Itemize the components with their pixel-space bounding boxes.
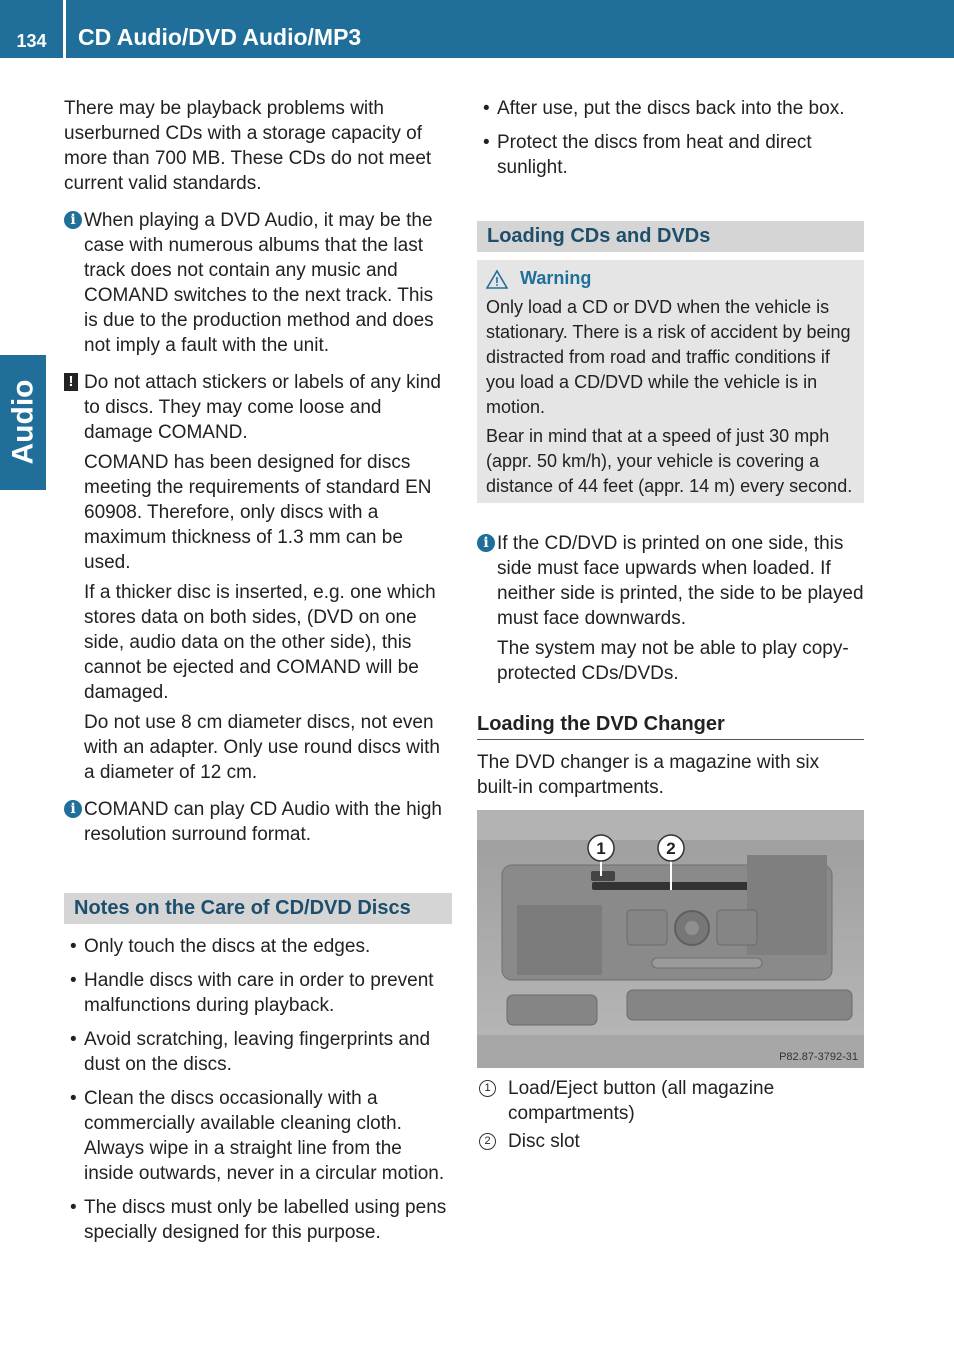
info-text: If the CD/DVD is printed on one side, this side must face upwards when loaded. If neither side is printed, the side to be played must face downwards. <box>497 533 864 629</box>
photo-code: P82.87-3792-31 <box>779 1051 858 1063</box>
dvd-changer-photo <box>477 810 864 1068</box>
page-title: CD Audio/DVD Audio/MP3 <box>78 24 362 50</box>
side-tab-label: Audio <box>6 379 40 465</box>
list-item: • After use, put the discs back into the box. <box>477 96 864 121</box>
list-item: • Protect the discs from heat and direct sunlight. <box>477 130 864 180</box>
info-icon: i <box>64 211 82 229</box>
warning-title: Warning <box>520 268 592 288</box>
changer-text: The DVD changer is a magazine with six built-in compartments. <box>477 752 820 798</box>
warning-text: Bear in mind that at a speed of just 30 mph (appr. 50 km/h), your vehicle is covering a distance of 44 feet (appr. 14 m) every second. <box>486 426 853 496</box>
loading-section-heading: Loading CDs and DVDs <box>477 221 864 252</box>
photo-callout-2: 2 <box>666 839 676 858</box>
info-note-printed <box>477 531 864 631</box>
legend-item-2 <box>477 1129 864 1154</box>
caution-thicker-text: If a thicker disc is inserted, e.g. one which stores data on both sides, (DVD on one side, audio data on the other side), this cannot be ejected and COMAND will be damaged. <box>84 582 436 703</box>
list-item: • The discs must only be labelled using pens specially designed for this purpose. <box>64 1195 452 1245</box>
warning-box <box>477 260 864 503</box>
disc-bullet-list <box>477 96 864 180</box>
legend-number-1: 1 <box>479 1080 496 1097</box>
info-text: When playing a DVD Audio, it may be the case with numerous albums that the last track does not contain any music and COMAND switches to the next track. This is due to the production method and does not imply a fault with the unit. <box>84 210 434 356</box>
info-text: COMAND can play CD Audio with the high resolution surround format. <box>84 799 442 845</box>
info-note-cd-audio <box>64 797 452 847</box>
list-item: • Handle discs with care in order to prevent malfunctions during playback. <box>64 968 452 1018</box>
photo-callout-1: 1 <box>596 839 606 858</box>
caution-note-stickers <box>64 370 452 445</box>
care-section-heading: Notes on the Care of CD/DVD Discs <box>64 893 452 924</box>
info-icon: i <box>477 534 495 552</box>
warning-heading <box>486 266 855 291</box>
changer-heading: Loading the DVD Changer <box>477 712 864 740</box>
intro-paragraph: There may be playback problems with userburned CDs with a storage capacity of more than 700 MB. These CDs do not meet current valid standards. <box>64 98 432 194</box>
legend-text: Disc slot <box>508 1131 580 1152</box>
info-icon: i <box>64 800 82 818</box>
page-header <box>0 0 954 58</box>
care-bullet-list <box>64 934 452 1245</box>
warning-triangle-icon <box>486 269 508 289</box>
caution-8cm-text: Do not use 8 cm diameter discs, not even with an adapter. Only use round discs with a diameter of 12 cm. <box>84 712 440 783</box>
warning-text: Only load a CD or DVD when the vehicle is stationary. There is a risk of accident by being distracted from road and traffic conditions if you load a CD/DVD while the vehicle is in motion. <box>486 297 851 417</box>
side-tab-audio[interactable] <box>0 355 46 490</box>
list-item: • Avoid scratching, leaving fingerprints and dust on the discs. <box>64 1027 452 1077</box>
page-number: 134 <box>16 31 47 51</box>
legend-number-2: 2 <box>479 1133 496 1150</box>
legend-item-1 <box>477 1076 864 1126</box>
left-column <box>64 96 452 1254</box>
legend-text: Load/Eject button (all magazine compartments) <box>508 1078 775 1124</box>
header-divider <box>63 0 66 58</box>
right-column <box>477 96 864 1154</box>
info-copy-text: The system may not be able to play copy-protected CDs/DVDs. <box>497 638 849 684</box>
list-item: • Only touch the discs at the edges. <box>64 934 452 959</box>
list-item: • Clean the discs occasionally with a commercially available cleaning cloth. Always wipe in a straight line from the inside outwards, never in a circular motion. <box>64 1086 452 1186</box>
caution-text: Do not attach stickers or labels of any kind to discs. They may come loose and damage COMAND. <box>84 372 441 443</box>
caution-icon: ! <box>64 373 78 391</box>
caution-standard-text: COMAND has been designed for discs meeting the requirements of standard EN 60908. Therefore, only discs with a maximum thickness of 1.3 mm can be used. <box>84 452 432 573</box>
info-note-dvd-audio <box>64 208 452 358</box>
